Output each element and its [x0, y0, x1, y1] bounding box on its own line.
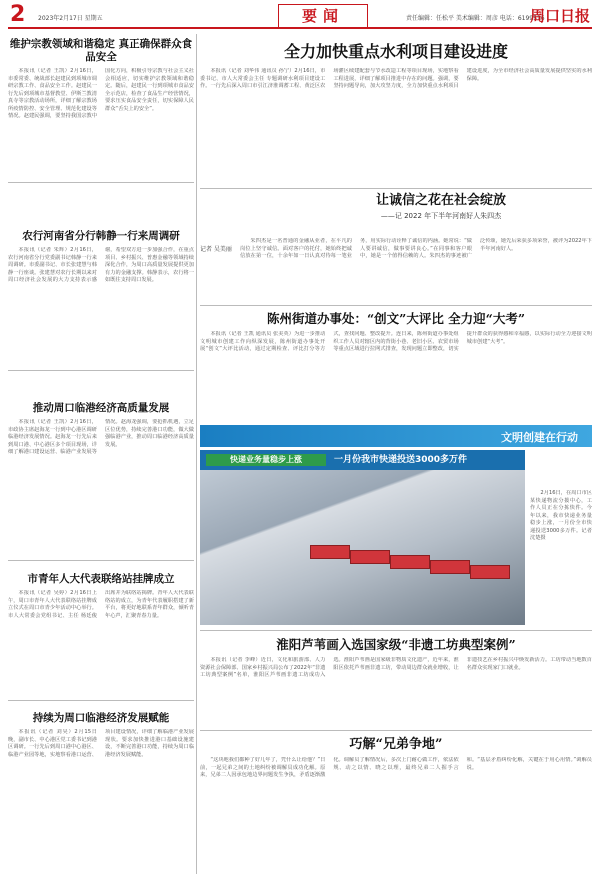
article-title: 推动周口临港经济高质量发展	[32, 402, 170, 414]
row-divider	[8, 182, 194, 183]
article-honesty	[200, 192, 592, 302]
page-header	[8, 3, 592, 29]
row-divider	[8, 700, 194, 701]
article-water-projects	[200, 38, 592, 184]
article-body: “这块地我们都种了好几年了，凭什么让给他？”日前，一起兄弟之间的土地纠纷被调解员成功化解。原来，兄弟二人因承包地边界问题发生争执，矛盾逐渐激化。调解员了解情况后，多次上门耐心做工作，依法依规、动之以情、晓之以理，最终兄弟二人握手言和。“基层矛盾纠纷化解，关键在于用心用情。”调解员说。	[200, 757, 592, 778]
newspaper-logo: 周口日报	[529, 7, 590, 25]
article-brothers-land	[200, 734, 592, 877]
article-title: 持续为周口临港经济发展赋能	[32, 712, 170, 724]
article-religion-food-safety	[8, 38, 194, 178]
column-divider	[196, 34, 197, 874]
row-divider	[200, 630, 592, 631]
article-body: 本报讯（记者 刘华伟 通讯员 孙宁）2月16日，市委书记、市人大常委会主任 专题调研水利项目建设工作。一行先后深入周口市引江济淮调蓄工程、黄泛区农场灌区续建配套与节水改造工程等项目现场，实地察看工程进展，详细了解项目推进中存在的问题。强调，要坚持问题导向，加大攻坚力度，全力加快重点水利项目建设进度，为全市经济社会高质量发展提供坚实的水利保障。	[200, 68, 592, 89]
section-title: 要闻	[278, 4, 368, 28]
article-civilization-contest	[200, 308, 592, 423]
truck-shape	[310, 545, 350, 559]
row-divider	[200, 188, 592, 189]
photo-headline-b: 一月份我市快递投送3000多万件	[334, 455, 468, 465]
truck-shape	[430, 560, 470, 574]
article-title: 陈州街道办事处：“创文”大评比 全力迎“大考”	[266, 311, 526, 326]
truck-shape	[470, 565, 510, 579]
article-body: 朱四杰是一名普通的金融从业者，在平凡的岗位上坚守诚信。面对客户的托付，她始终把诚信放在第一位，十余年如一日认真对待每一笔业务，用实际行动诠释了诚信的内涵。她常说：“做人要讲诚信，做事要讲良心。”在同事和客户眼中，她是一个值得信赖的人。朱四杰的事迹被广泛传颂，她先后荣获多项荣誉，被评为2022年下半年河南好人。	[240, 238, 592, 259]
row-divider	[200, 305, 592, 306]
lead-title: 全力加快重点水利项目建设进度	[283, 42, 508, 61]
article-abc-bank-visit	[8, 230, 194, 366]
banner-label: 文明创建在行动	[501, 431, 578, 444]
article-title: 维护宗教领域和谐稳定 真正确保群众食品安全	[9, 38, 193, 63]
truck-shape	[390, 555, 430, 569]
article-subtitle: ——记 2022 年下半年河南好人朱四杰	[380, 212, 502, 220]
article-body: 本报讯（记者 王凯 通讯员 张美英）为进一步推动文明城市创建工作向纵深发展，陈州街道办事处开展“创文”大评比活动，通过定期检查、评比打分等方式，查找问题、整改提升。连日来，陈州街道办事处组织工作人员对辖区内的背街小巷、老旧小区、农贸市场等重点区域进行拉网式排查，发现问题立即整改，切实提升群众的获得感和幸福感，以实际行动全力迎接文明城市创建“大考”。	[200, 331, 592, 352]
article-body: 本报讯（记者 朱辉）2月16日，农行河南省分行党委副书记韩静一行来周调研。市委副书记、市长张建慧与韩静一行座谈。张建慧对农行长期以来对周口经济社会发展的大力支持表示感谢，希望双方进一步加强合作，在重点项目、乡村振兴、普惠金融等领域持续深化合作，为周口高质量发展提供更加有力的金融支撑。韩静表示，农行将一如既往支持周口发展。	[8, 247, 194, 283]
editor-info: 责任编辑：任松平 美术编辑：周彦 电话：6199516	[406, 15, 545, 22]
civilization-banner	[200, 425, 592, 447]
row-divider	[8, 560, 194, 561]
row-divider	[200, 730, 592, 731]
article-body: 本报讯（记者 李峰）近日，文化和旅游部、人力资源社会保障部、国家乡村振兴局公布了2022年“非遗工坊典型案例”名单，淮阳区芦苇画非遗工坊成功入选。淮阳芦苇画是国家级非物质文化遗产，近年来，淮阳区依托芦苇画非遗工坊，带动周边群众就业增收，让非遗技艺在乡村振兴中焕发新活力。工坊带动当地数百名群众实现家门口就业。	[200, 657, 592, 678]
photo-headline-strip	[200, 450, 525, 470]
article-body: 本报讯（记者 吴婷）2月16日上午，周口市青年人大代表联络站挂牌成立仪式在周口市青少年活动中心举行。市人大常委会党组书记、主任 杨廷俊出席并为联络站揭牌。青年人大代表联络站的成立，为青年代表履职搭建了新平台，将更好地联系青年群众，倾听青年心声，汇聚青春力量。	[8, 590, 194, 619]
row-divider	[8, 370, 194, 371]
article-body: 本报讯（记者 刘昊）2月15日晚，副市长、中心港区党工委书记到港区调研。一行先后到周口港中心港区、临港产业园等地，实地察看港口运营、项目建设情况，详细了解临港产业发展现状。要求加快推进港口基础设施建设，不断完善港口功能，持续为周口临港经济发展赋能。	[8, 729, 194, 758]
page-number: 2	[10, 2, 26, 27]
article-title: 巧解“兄弟争地”	[349, 737, 443, 752]
article-title: 让诚信之花在社会绽放	[375, 193, 506, 208]
article-title: 淮阳芦苇画入选国家级“非遗工坊典型案例”	[276, 637, 516, 652]
article-title: 农行河南省分行韩静一行来周调研	[22, 230, 180, 242]
express-delivery-photo	[200, 450, 525, 625]
article-author: 记者 吴美丽	[200, 246, 232, 253]
issue-date: 2023年2月17日 星期五	[38, 15, 103, 22]
article-body: 本报讯（记者 王凯）2月16日，市委常委、统战部长赵建民到项城市调研宗教工作、食品安全工作。赵建民一行先后到项城市基督教堂、伊斯兰教清真寺等宗教活动场所，详细了解宗教场所疫情防控、安全管理、规范化建设等情况。赵建民强调，要坚持我国宗教中国化方向，积极引导宗教与社会主义社会相适应，切实维护宗教领域和谐稳定。随后，赵建民一行到项城市食品安全示范店，检查了食品生产经营情况，要求压实食品安全责任，切实保障人民群众“舌尖上的安全”。	[8, 68, 194, 119]
article-port-empowerment	[8, 712, 194, 877]
photo-headline-a: 快递业务量稳步上涨	[206, 454, 326, 466]
article-title: 市青年人大代表联络站挂牌成立	[27, 573, 175, 585]
article-youth-deputies	[8, 573, 194, 697]
truck-shape	[350, 550, 390, 564]
article-body: 本报讯（记者 王凯）2月16日，市政协主席赵海龙一行到中心港区调研临港经济发展情况。赵海龙一行先后来到周口港、中心港区多个项目现场，详细了解港口建设运营、临港产业发展等情况。赵海龙强调，要抢抓机遇，立足区位优势，持续完善港口功能，做大做强临港产业，推动周口临港经济高质量发展。	[8, 419, 194, 455]
article-port-economy	[8, 402, 194, 557]
photo-caption: 2月16日，在周口市区某快递物流分拨中心，工作人员正在分拣快件。今年以来，我市快递业务量稳步上涨，一月份全市快递投送3000多万件。记者 沈楚摄	[530, 490, 592, 541]
article-reed-painting	[200, 634, 592, 728]
